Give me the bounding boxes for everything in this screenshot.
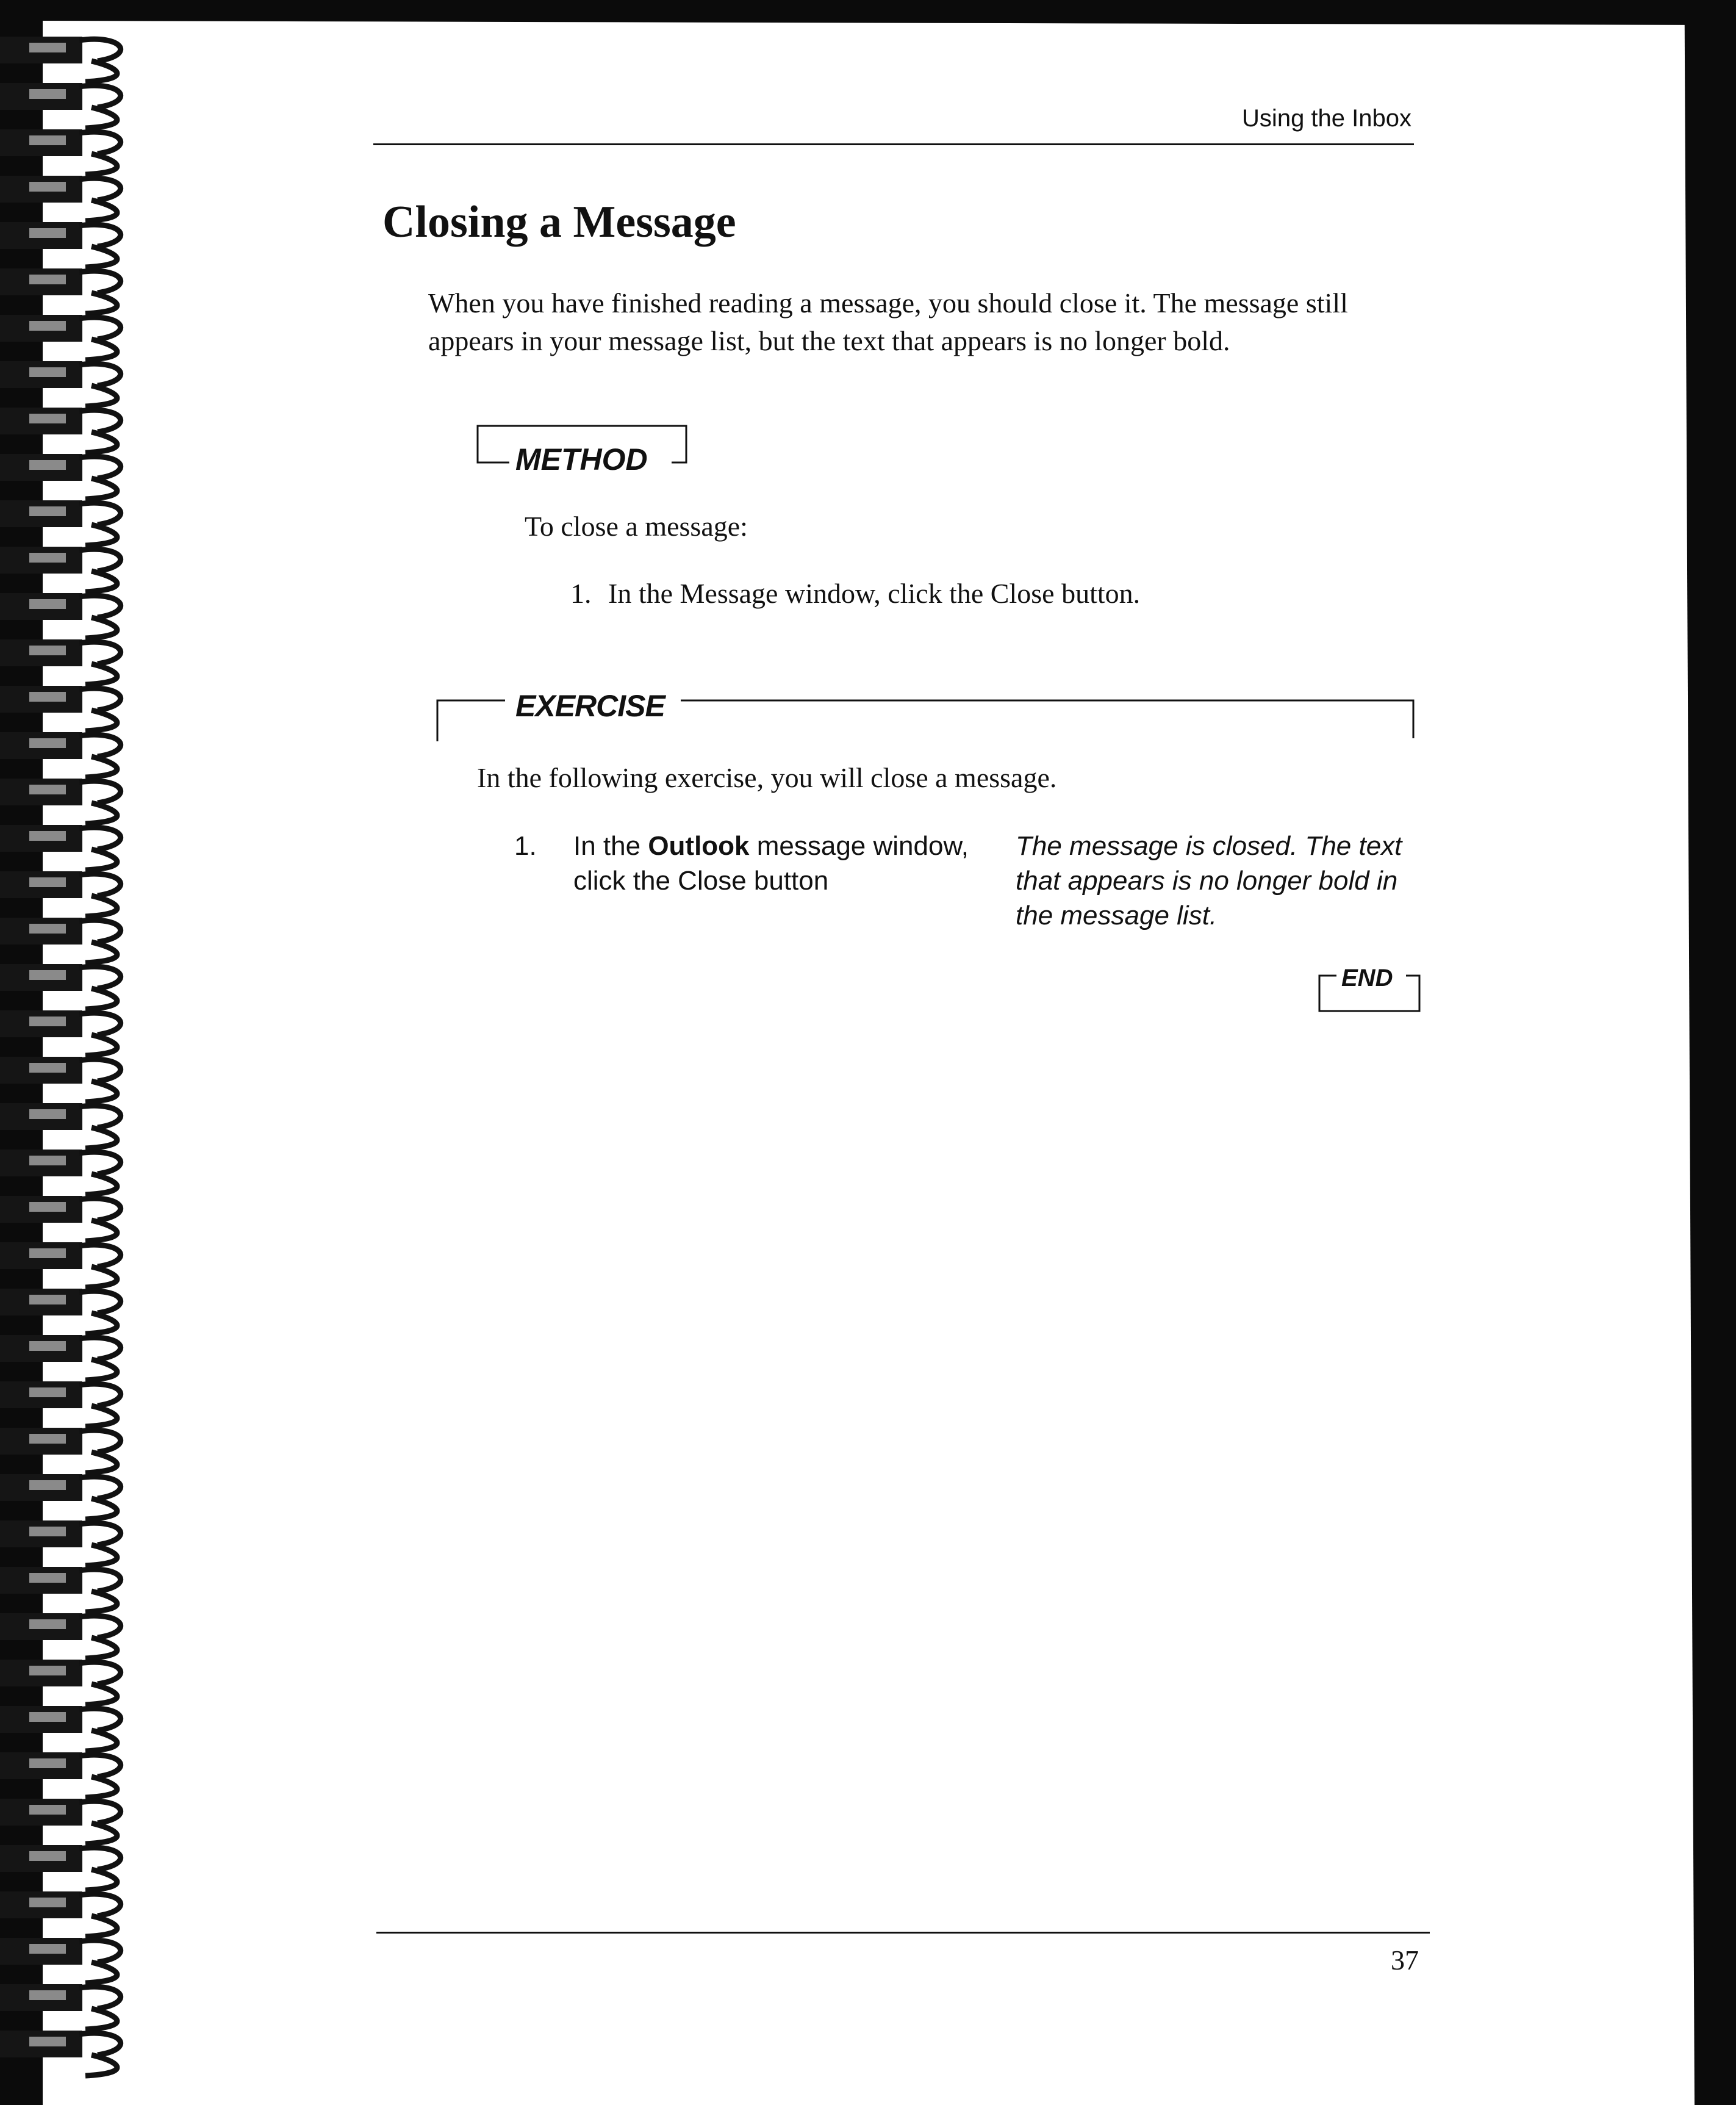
- header-rule: [373, 143, 1414, 145]
- method-step-text: In the Message window, click the Close button.: [608, 578, 1141, 609]
- exercise-step-number: 1.: [514, 831, 537, 861]
- method-lead: To close a message:: [525, 511, 748, 542]
- binding-coil: [0, 129, 121, 175]
- binding-coil: [0, 1196, 121, 1241]
- exercise-step-result: The message is closed. The text that appears is no longer bold in the message list.: [1016, 831, 1402, 930]
- binding-coil: [0, 1891, 121, 1937]
- binding-coil: [0, 37, 121, 82]
- binding-coil: [0, 1010, 121, 1056]
- method-step-number: 1.: [570, 578, 592, 609]
- binding-coil: [0, 1428, 121, 1473]
- binding-coil: [0, 1984, 121, 2029]
- binding-coil: [0, 547, 121, 592]
- binding-coil: [0, 686, 121, 731]
- end-label: END: [1341, 965, 1393, 991]
- exercise-step-action: [573, 829, 988, 898]
- binding-coil: [0, 871, 121, 916]
- binding-coil: [0, 1752, 121, 1797]
- binding-coil: [0, 1381, 121, 1427]
- footer-rule: [376, 1932, 1430, 1934]
- binding-coil: [0, 1660, 121, 1705]
- binding-coil: [0, 1706, 121, 1751]
- spiral-binding: [0, 0, 146, 2095]
- intro-paragraph: When you have finished reading a message, you should close it. The message still appears in your message list, but the text that appears is no longer bold.: [428, 287, 1348, 356]
- binding-coil: [0, 83, 121, 128]
- page-number: 37: [1391, 1945, 1419, 1976]
- binding-coil: [0, 1474, 121, 1519]
- binding-coil: [0, 500, 121, 545]
- binding-coil: [0, 268, 121, 314]
- page-title: Closing a Message: [382, 197, 736, 247]
- action-bold: Outlook: [648, 831, 750, 861]
- binding-coil: [0, 1335, 121, 1380]
- binding-coil: [0, 1103, 121, 1148]
- binding-coil: [0, 1289, 121, 1334]
- action-prefix: In the: [573, 831, 648, 861]
- exercise-label: EXERCISE: [515, 689, 665, 723]
- binding-coil: [0, 825, 121, 870]
- method-step: [570, 577, 1140, 610]
- running-head: Using the Inbox: [1242, 105, 1411, 132]
- binding-coil: [0, 2031, 121, 2076]
- binding-coil: [0, 639, 121, 685]
- binding-coil: [0, 1150, 121, 1195]
- binding-coil: [0, 1613, 121, 1658]
- method-label: METHOD: [515, 442, 648, 477]
- binding-coil: [0, 1799, 121, 1844]
- binding-coil: [0, 176, 121, 221]
- binding-coil: [0, 222, 121, 267]
- binding-coil: [0, 964, 121, 1009]
- binding-coil: [0, 1845, 121, 1890]
- binding-coil: [0, 1567, 121, 1612]
- binding-coil: [0, 1057, 121, 1102]
- binding-coil: [0, 454, 121, 499]
- binding-coil: [0, 1938, 121, 1983]
- binding-coil: [0, 1242, 121, 1287]
- binding-coil: [0, 315, 121, 360]
- binding-coil: [0, 732, 121, 777]
- binding-coil: [0, 918, 121, 963]
- binding-coil: [0, 1520, 121, 1566]
- binding-coil: [0, 779, 121, 824]
- binding-coil: [0, 408, 121, 453]
- action-suffix: message window, click the Close button: [573, 831, 969, 896]
- binding-coil: [0, 361, 121, 406]
- exercise-intro: In the following exercise, you will close a message.: [477, 762, 1057, 793]
- binding-coil: [0, 593, 121, 638]
